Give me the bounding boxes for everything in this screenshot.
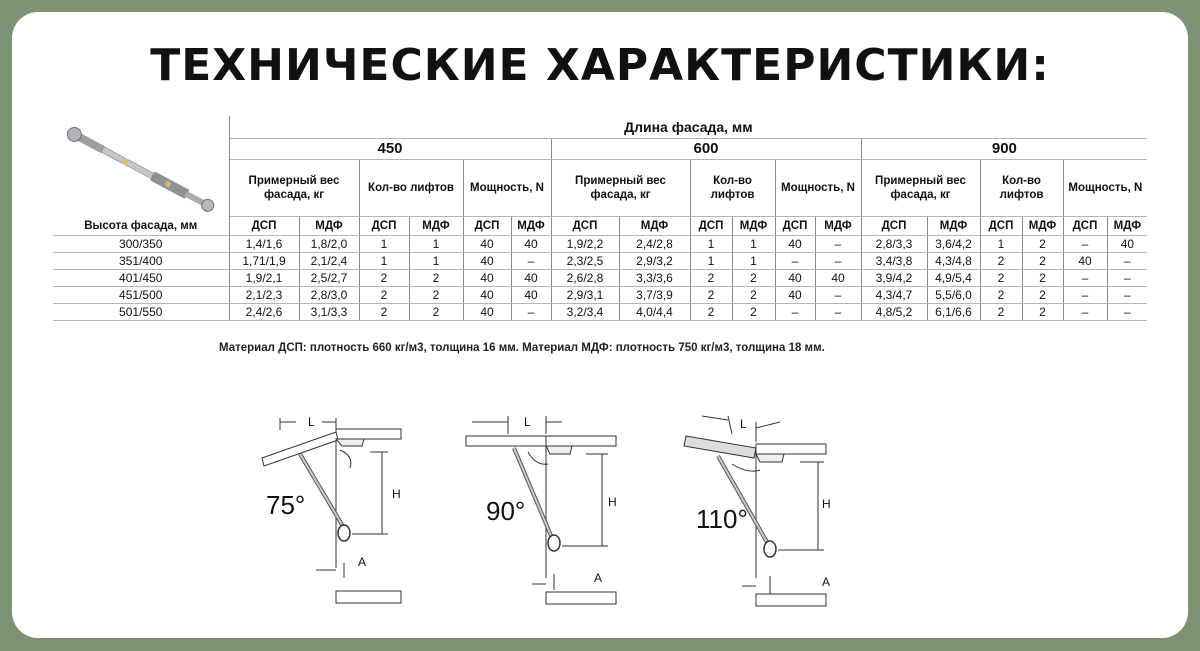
table-cell: 2 bbox=[409, 304, 463, 321]
length-900: 900 bbox=[861, 139, 1147, 160]
table-cell: 1 bbox=[690, 253, 732, 270]
table-cell: 3,9/4,2 bbox=[861, 270, 927, 287]
table-cell: – bbox=[1063, 287, 1107, 304]
col-header-mdf: МДФ bbox=[299, 217, 359, 236]
table-cell: 2 bbox=[1022, 236, 1063, 253]
table-cell: 1 bbox=[359, 236, 409, 253]
table-cell: 2,6/2,8 bbox=[551, 270, 619, 287]
col-header-dsp: ДСП bbox=[775, 217, 815, 236]
table-cell: 40 bbox=[463, 236, 511, 253]
table-cell: – bbox=[775, 304, 815, 321]
table-cell: 40 bbox=[1063, 253, 1107, 270]
lifts-header-600: Кол-во лифтов bbox=[690, 160, 775, 217]
col-header-dsp: ДСП bbox=[690, 217, 732, 236]
table-cell: 2,4/2,6 bbox=[229, 304, 299, 321]
spec-table-wrap bbox=[53, 116, 1147, 321]
row-height-cell: 300/350 bbox=[53, 236, 229, 253]
dim-a-90: A bbox=[594, 571, 603, 585]
table-cell: 3,1/3,3 bbox=[299, 304, 359, 321]
weight-header-600: Примерный вес фасада, кг bbox=[551, 160, 690, 217]
row-height-cell: 451/500 bbox=[53, 287, 229, 304]
col-header-mdf: МДФ bbox=[1022, 217, 1063, 236]
dim-h-90: H bbox=[608, 495, 617, 509]
col-header-dsp: ДСП bbox=[1063, 217, 1107, 236]
table-cell: 2,1/2,4 bbox=[299, 253, 359, 270]
table-cell: – bbox=[1107, 253, 1147, 270]
table-cell: 2 bbox=[980, 304, 1022, 321]
table-cell: 1 bbox=[980, 236, 1022, 253]
diagram-90 bbox=[462, 408, 642, 608]
table-cell: – bbox=[511, 253, 551, 270]
table-cell: 5,5/6,0 bbox=[927, 287, 980, 304]
table-cell: 1,4/1,6 bbox=[229, 236, 299, 253]
table-cell: 4,3/4,8 bbox=[927, 253, 980, 270]
lifts-header-450: Кол-во лифтов bbox=[359, 160, 463, 217]
table-cell: 2 bbox=[690, 287, 732, 304]
dim-h-75: H bbox=[392, 487, 401, 501]
col-header-mdf: МДФ bbox=[815, 217, 861, 236]
table-cell: 1,71/1,9 bbox=[229, 253, 299, 270]
table-cell: 40 bbox=[463, 270, 511, 287]
table-cell: 4,0/4,4 bbox=[619, 304, 690, 321]
col-header-mdf: МДФ bbox=[927, 217, 980, 236]
dim-l-75: L bbox=[308, 415, 315, 429]
table-cell: 2 bbox=[980, 253, 1022, 270]
col-header-mdf: МДФ bbox=[619, 217, 690, 236]
table-cell: 2 bbox=[1022, 253, 1063, 270]
row-height-cell: 401/450 bbox=[53, 270, 229, 287]
table-cell: – bbox=[815, 304, 861, 321]
table-cell: 1 bbox=[732, 236, 775, 253]
table-cell: 4,8/5,2 bbox=[861, 304, 927, 321]
table-cell: 3,3/3,6 bbox=[619, 270, 690, 287]
table-cell: 2 bbox=[1022, 287, 1063, 304]
diagram-75 bbox=[252, 408, 432, 608]
col-header-dsp: ДСП bbox=[463, 217, 511, 236]
table-cell: 6,1/6,6 bbox=[927, 304, 980, 321]
col-header-dsp: ДСП bbox=[861, 217, 927, 236]
table-cell: 40 bbox=[775, 236, 815, 253]
table-row bbox=[53, 270, 1147, 287]
table-row bbox=[53, 304, 1147, 321]
table-cell: 1,8/2,0 bbox=[299, 236, 359, 253]
table-cell: 40 bbox=[463, 253, 511, 270]
table-cell: 2 bbox=[732, 270, 775, 287]
col-header-mdf: МДФ bbox=[732, 217, 775, 236]
table-cell: 2,5/2,7 bbox=[299, 270, 359, 287]
table-cell: – bbox=[775, 253, 815, 270]
table-cell: 1,9/2,1 bbox=[229, 270, 299, 287]
table-cell: 2,8/3,3 bbox=[861, 236, 927, 253]
table-cell: 3,2/3,4 bbox=[551, 304, 619, 321]
table-row bbox=[53, 253, 1147, 270]
col-header-mdf: МДФ bbox=[511, 217, 551, 236]
table-cell: 2 bbox=[690, 304, 732, 321]
table-cell: 2 bbox=[359, 287, 409, 304]
gas-lift-image-cell bbox=[53, 116, 229, 217]
table-cell: – bbox=[815, 253, 861, 270]
table-cell: 2 bbox=[409, 287, 463, 304]
col-header-dsp: ДСП bbox=[980, 217, 1022, 236]
table-cell: 40 bbox=[1107, 236, 1147, 253]
table-cell: 40 bbox=[815, 270, 861, 287]
table-cell: 1 bbox=[409, 236, 463, 253]
table-cell: – bbox=[1063, 304, 1107, 321]
table-cell: 2,9/3,2 bbox=[619, 253, 690, 270]
table-cell: 1,9/2,2 bbox=[551, 236, 619, 253]
row-label-header: Высота фасада, мм bbox=[53, 217, 229, 236]
table-cell: 40 bbox=[463, 304, 511, 321]
diagram-110 bbox=[672, 408, 852, 608]
table-cell: 40 bbox=[511, 236, 551, 253]
table-cell: – bbox=[511, 304, 551, 321]
table-cell: – bbox=[1107, 270, 1147, 287]
table-cell: 2,3/2,5 bbox=[551, 253, 619, 270]
length-600: 600 bbox=[551, 139, 861, 160]
dim-h-110: H bbox=[822, 497, 831, 511]
angle-110: 110° bbox=[696, 504, 748, 534]
table-cell: 3,4/3,8 bbox=[861, 253, 927, 270]
gas-lift-image bbox=[53, 116, 229, 217]
power-header-600: Мощность, N bbox=[775, 160, 861, 217]
table-cell: 40 bbox=[511, 270, 551, 287]
power-header-900: Мощность, N bbox=[1063, 160, 1147, 217]
dim-a-110: A bbox=[822, 575, 831, 589]
table-cell: 1 bbox=[732, 253, 775, 270]
table-cell: 1 bbox=[409, 253, 463, 270]
table-cell: 2 bbox=[690, 270, 732, 287]
table-cell: 1 bbox=[359, 253, 409, 270]
col-header-mdf: МДФ bbox=[409, 217, 463, 236]
table-cell: 3,6/4,2 bbox=[927, 236, 980, 253]
table-cell: 40 bbox=[511, 287, 551, 304]
power-header-450: Мощность, N bbox=[463, 160, 551, 217]
lifts-header-900: Кол-во лифтов bbox=[980, 160, 1063, 217]
table-cell: 4,3/4,7 bbox=[861, 287, 927, 304]
table-cell: 2 bbox=[359, 270, 409, 287]
table-cell: 2,4/2,8 bbox=[619, 236, 690, 253]
table-cell: – bbox=[1063, 270, 1107, 287]
row-height-cell: 351/400 bbox=[53, 253, 229, 270]
col-header-mdf: МДФ bbox=[1107, 217, 1147, 236]
table-cell: 40 bbox=[775, 270, 815, 287]
table-cell: 2 bbox=[980, 270, 1022, 287]
table-cell: – bbox=[1107, 304, 1147, 321]
dim-a-75: A bbox=[358, 555, 367, 569]
table-cell: 1 bbox=[690, 236, 732, 253]
table-cell: – bbox=[1063, 236, 1107, 253]
table-cell: 40 bbox=[463, 287, 511, 304]
col-header-dsp: ДСП bbox=[359, 217, 409, 236]
dim-l-110: L bbox=[740, 417, 747, 431]
page-title: ТЕХНИЧЕСКИЕ ХАРАКТЕРИСТИКИ: bbox=[150, 40, 1050, 91]
table-cell: 4,9/5,4 bbox=[927, 270, 980, 287]
table-cell: 2 bbox=[1022, 304, 1063, 321]
table-cell: – bbox=[815, 236, 861, 253]
table-cell: 40 bbox=[775, 287, 815, 304]
length-450: 450 bbox=[229, 139, 551, 160]
table-cell: 2 bbox=[732, 287, 775, 304]
table-cell: – bbox=[1107, 287, 1147, 304]
table-cell: 2 bbox=[409, 270, 463, 287]
table-row bbox=[53, 287, 1147, 304]
spec-table bbox=[53, 116, 1147, 321]
table-cell: 2,9/3,1 bbox=[551, 287, 619, 304]
table-cell: – bbox=[815, 287, 861, 304]
row-height-cell: 501/550 bbox=[53, 304, 229, 321]
col-header-dsp: ДСП bbox=[551, 217, 619, 236]
length-header: Длина фасада, мм bbox=[229, 116, 1147, 139]
table-cell: 2 bbox=[359, 304, 409, 321]
table-cell: 2 bbox=[732, 304, 775, 321]
spec-card bbox=[12, 12, 1188, 638]
table-cell: 3,7/3,9 bbox=[619, 287, 690, 304]
table-cell: 2 bbox=[1022, 270, 1063, 287]
col-header-dsp: ДСП bbox=[229, 217, 299, 236]
table-cell: 2,8/3,0 bbox=[299, 287, 359, 304]
angle-90: 90° bbox=[486, 496, 526, 526]
table-cell: 2,1/2,3 bbox=[229, 287, 299, 304]
weight-header-900: Примерный вес фасада, кг bbox=[861, 160, 980, 217]
material-note: Материал ДСП: плотность 660 кг/м3, толщина 16 мм. Материал МДФ: плотность 750 кг/м3, толщина 18 мм. bbox=[219, 342, 825, 354]
table-row bbox=[53, 236, 1147, 253]
weight-header-450: Примерный вес фасада, кг bbox=[229, 160, 359, 217]
table-cell: 2 bbox=[980, 287, 1022, 304]
dim-l-90: L bbox=[524, 415, 531, 429]
angle-75: 75° bbox=[266, 490, 306, 520]
